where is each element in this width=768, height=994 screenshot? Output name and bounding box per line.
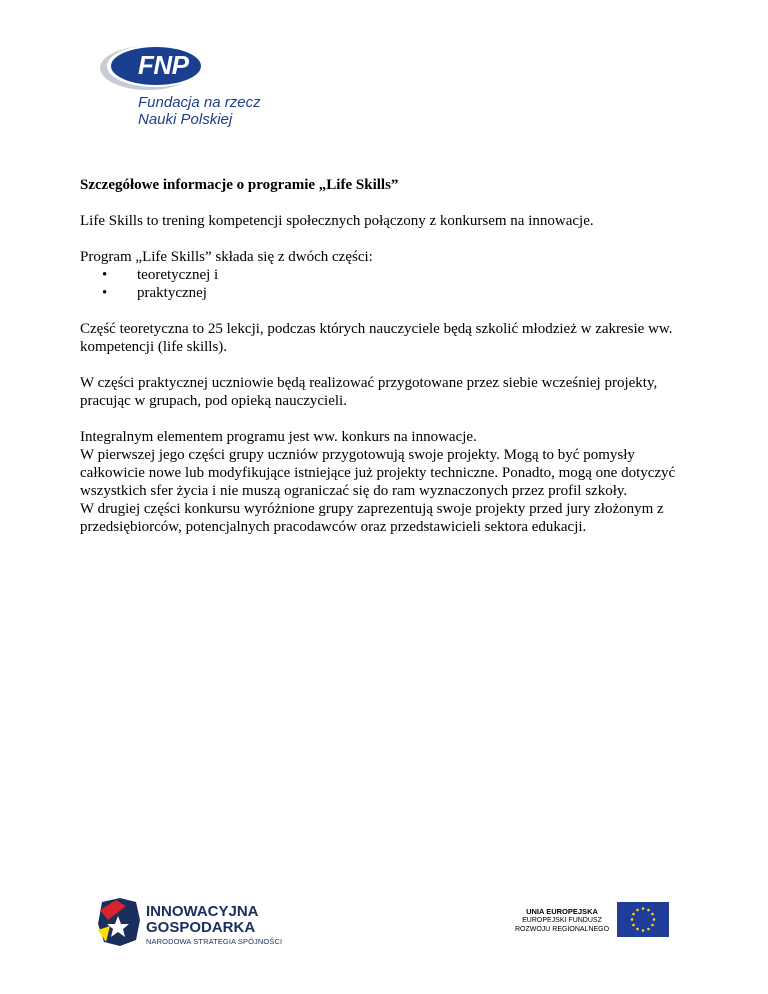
fnp-abbr: FNP — [138, 50, 189, 80]
list-item-text: teoretycznej i — [137, 267, 219, 283]
fnp-fullname — [138, 94, 288, 128]
fnp-line2: Nauki Polskiej — [138, 111, 233, 128]
theory-paragraph: Część teoretyczna to 25 lekcji, podczas których nauczyciele będą szkolić młodzież w zakresie ww. kompetencji (life skills). — [80, 321, 673, 355]
eu-caption — [512, 907, 612, 934]
intro-paragraph: Life Skills to trening kompetencji społecznych połączony z konkursem na innowacje. — [80, 213, 594, 229]
eu-line2: EUROPEJSKI FUNDUSZ — [522, 917, 602, 924]
contest-paragraph-1: Integralnym elementem programu jest ww. konkurs na innowacje. — [80, 429, 477, 445]
ig-line1: INNOWACYJNA — [146, 903, 259, 920]
ig-tagline: NARODOWA STRATEGIA SPÓJNOŚCI — [146, 937, 283, 946]
contest-paragraph-3: W drugiej części konkursu wyróżnione grupy zaprezentują swoje projekty przed jury złożonym z przedsiębiorców, potencjalnych pracodawców oraz przedstawicieli sektora edukacji. — [80, 501, 664, 535]
list-item — [80, 266, 690, 284]
eu-logo — [512, 900, 670, 940]
list-item-text: praktycznej — [137, 285, 207, 301]
fnp-line1: Fundacja na rzecz — [138, 94, 261, 111]
list-item — [80, 284, 690, 302]
document-heading: Szczegółowe informacje o programie „Life Skills” — [80, 177, 399, 193]
bullet-icon: • — [102, 285, 108, 301]
fnp-logo — [98, 40, 278, 130]
innowacyjna-gospodarka-logo — [96, 896, 296, 948]
eu-line3: ROZWOJU REGIONALNEGO — [514, 926, 610, 933]
practice-paragraph: W części praktycznej uczniowie będą realizować przygotowane przez siebie wcześniej projekty, pracując w grupach, pod opieką nauczycieli. — [80, 375, 658, 409]
document-body — [80, 176, 690, 536]
ig-line2: GOSPODARKA — [146, 919, 256, 936]
parts-list — [80, 266, 690, 302]
poland-map-star-icon — [96, 896, 142, 948]
parts-intro: Program „Life Skills” składa się z dwóch części: — [80, 249, 373, 265]
ig-title — [146, 904, 259, 936]
eu-line1: UNIA EUROPEJSKA — [526, 907, 598, 916]
bullet-icon: • — [102, 267, 108, 283]
contest-paragraph-2: W pierwszej jego części grupy uczniów przygotowują swoje projekty. Mogą to być pomysły całkowicie nowe lub modyfikujące istniejące już projekty techniczne. Ponadto, mogą one dotyczyć wszystkich sfer życia i nie muszą ograniczać się do ram wyznaczonych przez profil szkoły. — [80, 447, 676, 499]
eu-flag-icon — [617, 902, 669, 937]
